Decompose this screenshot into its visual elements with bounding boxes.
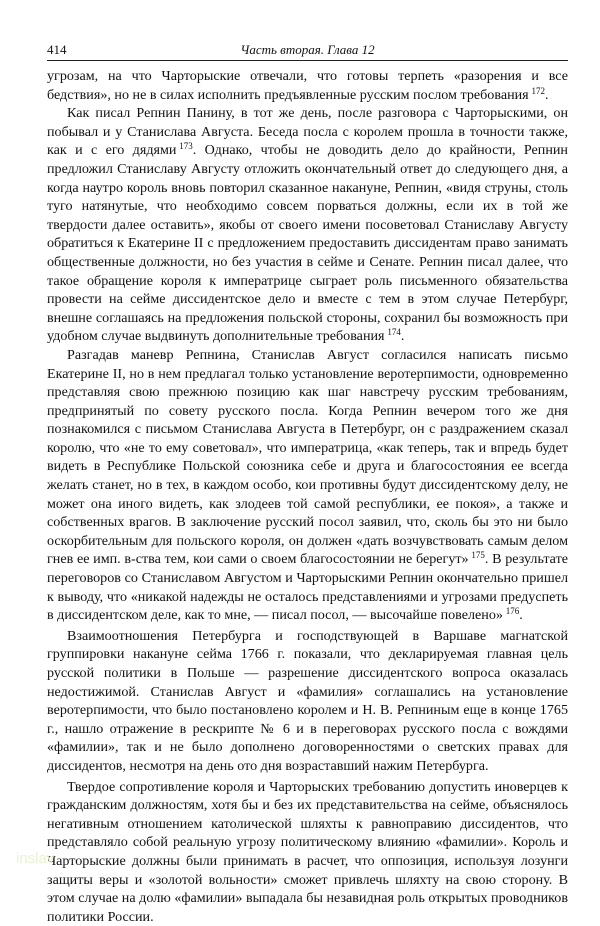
paragraph-5 bbox=[47, 778, 568, 926]
punctuation: . bbox=[544, 86, 549, 103]
paragraph-1 bbox=[47, 67, 568, 104]
footnote-ref[interactable]: 175 bbox=[471, 550, 485, 561]
header-rule bbox=[47, 60, 568, 61]
paragraph-text: . В результате переговоров со Станиславом Августом и Чарторыскими Репнин окончательно пришел к выводу, что «никакой надежды не осталось представлениями и угрозами предуспеть в диссидентском деле, как то мне, — писал посол, — высочайше повелено» bbox=[47, 551, 568, 624]
paragraph-text: Как писал Репнин Панину, в тот же день, после разговора с Чарторыскими, он побывал и у Станислава Августа. Беседа посла с королем прошла в точности также, как и с его дядями bbox=[47, 105, 568, 159]
paragraph-text: . Однако, чтобы не доводить дело до крайности, Репнин предложил Станиславу Августу отложить окончательный ответ до следующего дня, а когда наутро король вновь повторил сказанное накануне, Репнин, «видя струны, столь туго натянутые, что необходимо совсем порваться должны, если их в той же твердости далее оставить», якобы от своего имени посоветовал Станиславу Августу обратиться к Екатерине II с предложением предоставить диссидентам право занимать общественные должности, но без участия в сейме и Сенате. Репнин писал далее, что такое обращение короля к императрице сыграет роль письменного обязательства провести на сейме диссидентское дело и вместе с тем в этом случае Петербург, внешне соглашаясь на предложения польской стороны, сохранил бы возможность при удобном случае выдвинуть дополнительные требования bbox=[47, 142, 568, 345]
punctuation: . bbox=[400, 328, 405, 345]
paragraph-text: Твердое сопротивление короля и Чарторыских требованию допустить иноверцев к гражданским должностям, хотя бы и без их представительства на сейме, объяснялось негативным отношением католической шляхты к равноправию диссидентов, что представляло собой реальную угрозу политическому влиянию «фамилии». Король и Чарторыские должны были принимать в расчет, что оппозиция, используя лозунги защиты веры и «золотой вольности» сможет привлечь шляхту на свою сторону. В этом случае на долю «фамилии» выпадала бы незавидная роль открытых проводников политики России. bbox=[47, 778, 568, 925]
book-page bbox=[47, 40, 568, 926]
footnote-ref[interactable]: 172 bbox=[531, 85, 545, 96]
paragraph-text: угрозам, на что Чарторыские отвечали, что готовы терпеть «разорения и все бедствия», но не в силах исполнить предъявленные русским послом требования bbox=[47, 68, 568, 103]
footnote-ref[interactable]: 176 bbox=[505, 606, 520, 617]
paragraph-2 bbox=[47, 104, 568, 346]
page-number: 414 bbox=[47, 42, 67, 57]
footnote-ref[interactable]: 173 bbox=[179, 141, 193, 152]
footnote-ref[interactable]: 174 bbox=[387, 327, 401, 338]
running-title: Часть вторая. Глава 12 bbox=[240, 42, 375, 57]
paragraph-3 bbox=[47, 346, 568, 625]
watermark-logo: inslav bbox=[16, 850, 55, 867]
running-head bbox=[47, 40, 568, 59]
punctuation: . bbox=[519, 607, 523, 624]
paragraph-text: Разгадав маневр Репнина, Станислав Август согласился написать письмо Екатерине II, но в нем предлагал только установление веротерпимости, одновременно представляя свою прежнюю позицию как шаг навстречу русским требованиям, предпринятый по совету русского посла. Когда Репнин вечером того же дня познакомился с письмом Станислава Августа в Петербург, он с раздражением сказал королю, что «не то ему советовал», что императрица, «как теперь, так и впредь будет видеть в Республике Польской союзника себе и друга и благосостояния ее всегда желать станет, но в тех, в каждом особо, кои противны будут диссидентскому делу, не может она иного видеть, как злодеев той самой республики, ее покоя», а также и собственных врагов. В заключение русский посол заявил, что, сколь бы это ни было оскорбительным для польского короля, он должен «дать возчувствовать самым делом гнев ее имп. в-ства тем, кои сами о своем благосостоянии не берегут» bbox=[47, 346, 568, 568]
paragraph-text: Взаимоотношения Петербурга и господствующей в Варшаве магнатской группировки накануне сейма 1766 г. показали, что декларируемая главная цель русской политики в Польше — разрешение диссидентского вопроса оказалась недостижимой. Станислав Август и «фамилия» соглашались на установление веротерпимости, что было постановлено королем и Н. В. Репниным еще в конце 1765 г., нашло отражение в рескрипте № 6 и в переговорах русского посла с вождями «фамилии», так и не было дополнено договоренностями о светских правах для диссидентов, несмотря на день ото дня возраставший нажим Петербурга. bbox=[47, 627, 568, 774]
body-text bbox=[47, 67, 568, 926]
paragraph-4 bbox=[47, 627, 568, 776]
